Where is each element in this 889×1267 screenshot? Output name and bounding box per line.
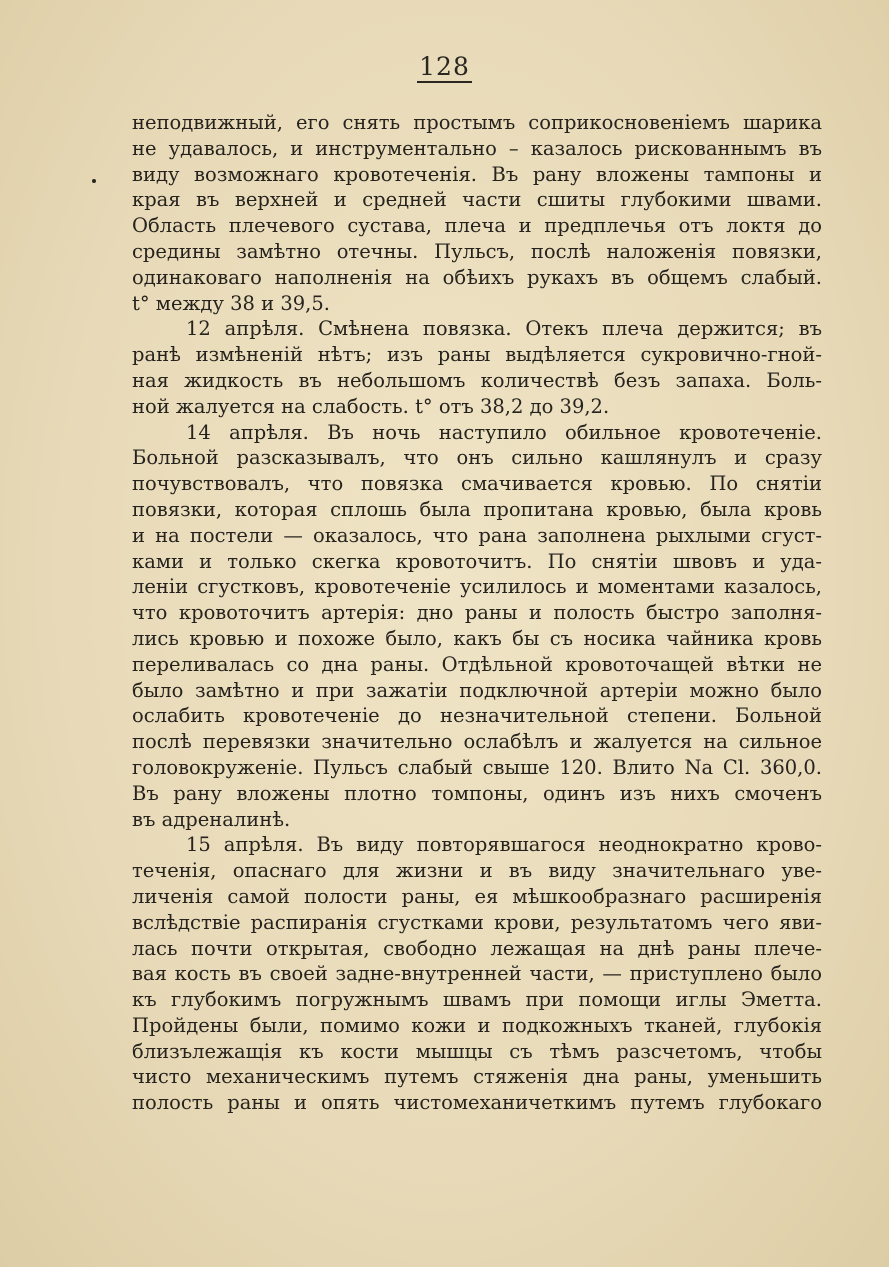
text-line: вслѣдствiе распиранiя сгустками крови, результатомъ чего яви- — [132, 910, 822, 934]
text-line: 14 апрѣля. Въ ночь наступило обильное кровотеченiе. — [186, 420, 822, 444]
text-line: Область плечевого сустава, плеча и предплечья отъ локтя до — [132, 214, 822, 238]
text-line: Больной разсказывалъ, что онъ сильно кашлянулъ и сразу — [132, 446, 822, 470]
text-line: почувствовалъ, что повязка смачивается кровью. По снятiи — [132, 472, 822, 496]
text-line: и на постели — оказалось, что рана заполнена рыхлыми сгуст- — [132, 523, 822, 547]
text-line: переливалась со дна раны. Отдѣльной кровоточащей вѣтки не — [132, 652, 822, 676]
text-line: t° между 38 и 39,5. — [132, 291, 330, 315]
text-line: въ адреналинѣ. — [132, 807, 291, 831]
text-line: не удавалось, и инструментально – казалось рискованнымъ въ — [132, 136, 822, 160]
text-line: головокруженiе. Пульсъ слабый свыше 120. Влито Na Cl. 360,0. — [132, 755, 822, 779]
text-line: Пройдены были, помимо кожи и подкожныхъ тканей, глубокiя — [132, 1013, 822, 1037]
body-text — [132, 110, 822, 1116]
text-line: средины замѣтно отечны. Пульсъ, послѣ наложенiя повязки, — [132, 239, 822, 263]
text-line: ной жалуется на слабость. t° отъ 38,2 до 39,2. — [132, 394, 610, 418]
text-line: къ глубокимъ погружнымъ швамъ при помощи иглы Эметта. — [132, 988, 822, 1012]
text-line: неподвижный, его снять простымъ соприкосновенiемъ шарика — [132, 111, 822, 134]
text-line: одинаковаго наполненiя на обѣихъ рукахъ въ общемъ слабый. — [132, 265, 822, 289]
text-line: ослабить кровотеченiе до незначительной степени. Больной — [132, 704, 822, 728]
page-number — [0, 52, 889, 83]
text-line: 12 апрѣля. Смѣнена повязка. Отекъ плеча держится; въ — [186, 317, 822, 341]
text-line: теченiя, опаснаго для жизни и въ виду значительнаго уве- — [132, 859, 822, 883]
text-line: было замѣтно и при зажатiи подключной артерiи можно было — [132, 678, 822, 702]
text-line: 15 апрѣля. Въ виду повторявшагося неоднократно крово- — [186, 833, 822, 857]
page-number-text: 128 — [419, 52, 470, 81]
text-line: повязки, которая сплошь была пропитана кровью, была кровь — [132, 497, 822, 521]
text-line: послѣ перевязки значительно ослабѣлъ и жалуется на сильное — [132, 730, 822, 754]
text-line: ная жидкость въ небольшомъ количествѣ безъ запаха. Боль- — [132, 368, 822, 392]
text-line: чисто механическимъ путемъ стяженiя дна раны, уменьшить — [132, 1065, 822, 1089]
text-line: близълежащiя къ кости мышцы съ тѣмъ разсчетомъ, чтобы — [132, 1039, 822, 1063]
text-line: лись кровью и похоже было, какъ бы съ носика чайника кровь — [132, 626, 822, 650]
text-line: ранѣ измѣненiй нѣтъ; изъ раны выдѣляется сукровично-гной- — [132, 343, 822, 367]
text-line: ленiи сгустковъ, кровотеченiе усилилось и моментами казалось, — [132, 575, 822, 599]
text-line: что кровоточитъ артерiя: дно раны и полость быстро заполня- — [132, 601, 822, 625]
text-line: ками и только скегка кровоточитъ. По снятiи швовъ и уда- — [132, 549, 822, 573]
text-line: вая кость въ своей задне-внутренней части, — приступлено было — [132, 962, 822, 986]
ink-speck — [92, 179, 96, 183]
text-line: виду возможнаго кровотеченiя. Въ рану вложены тампоны и — [132, 162, 822, 186]
text-line: края въ верхней и средней части сшиты глубокими швами. — [132, 188, 822, 212]
text-line: лась почти открытая, свободно лежащая на днѣ раны плече- — [132, 936, 822, 960]
text-line: личенiя самой полости раны, ея мѣшкообразнаго расширенiя — [132, 884, 822, 908]
text-line: полость раны и опять чистомеханичеткимъ путемъ глубокаго — [132, 1091, 822, 1115]
text-line: Въ рану вложены плотно томпоны, одинъ изъ нихъ смоченъ — [132, 781, 822, 805]
